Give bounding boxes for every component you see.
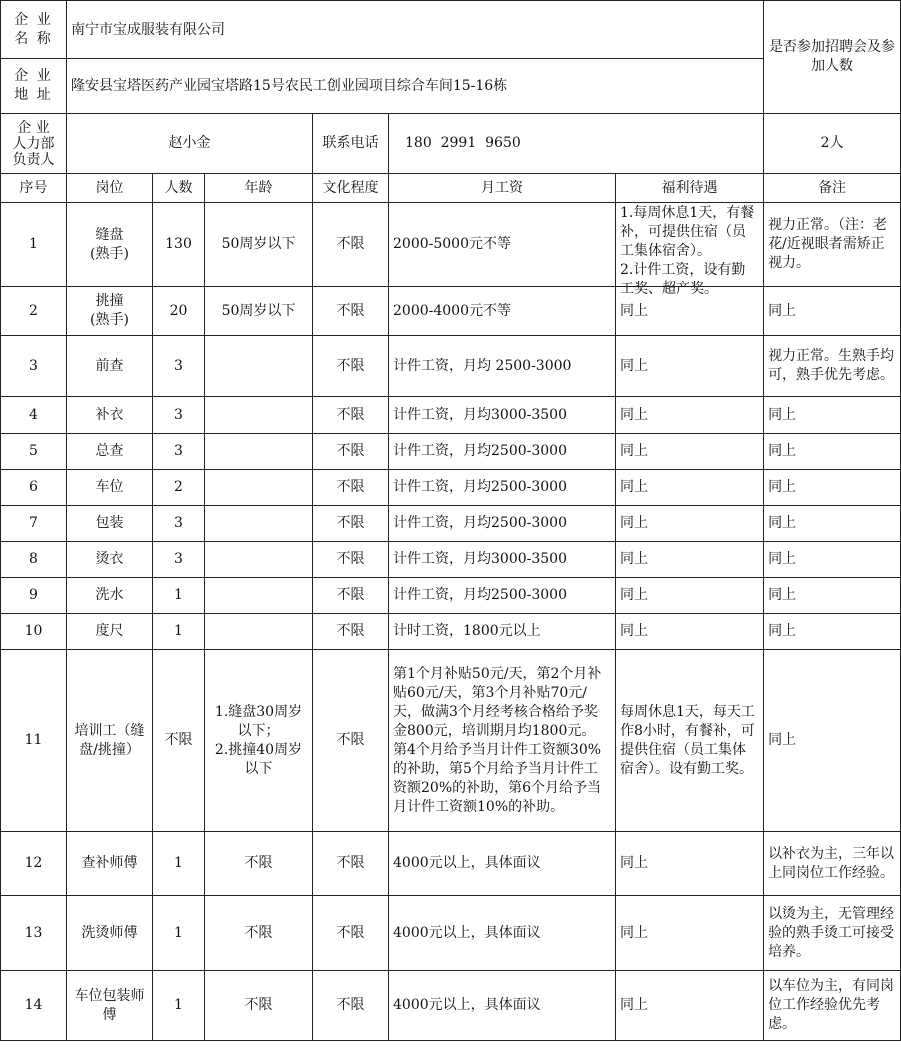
table-row xyxy=(1,542,901,578)
cell-position: 洗烫师傅 xyxy=(67,896,153,971)
column-header: 岗位 xyxy=(67,174,153,203)
cell-salary: 计件工资，月均2500-3000 xyxy=(389,434,616,470)
column-header: 月工资 xyxy=(389,174,616,203)
cell-education: 不限 xyxy=(313,203,389,287)
cell-position: 车位 xyxy=(67,470,153,506)
cell-position: 车位包装师傅 xyxy=(67,971,153,1041)
cell-serial: 8 xyxy=(1,542,67,578)
cell-serial: 1 xyxy=(1,203,67,287)
table-row xyxy=(1,832,901,896)
cell-education: 不限 xyxy=(313,287,389,336)
cell-salary: 计件工资，月均3000-3500 xyxy=(389,397,616,434)
cell-serial: 7 xyxy=(1,506,67,542)
cell-benefits: 同上 xyxy=(616,397,764,434)
cell-remarks: 同上 xyxy=(764,506,901,542)
cell-age xyxy=(205,397,313,434)
cell-position: 总查 xyxy=(67,434,153,470)
cell-serial: 11 xyxy=(1,650,67,832)
company-name-row xyxy=(1,1,901,59)
table-row xyxy=(1,614,901,650)
column-header-row xyxy=(1,174,901,203)
cell-headcount: 3 xyxy=(153,336,205,397)
cell-headcount: 3 xyxy=(153,397,205,434)
cell-remarks: 同上 xyxy=(764,470,901,506)
job-fair-label: 是否参加招聘会及参加人数 xyxy=(764,1,901,114)
cell-education: 不限 xyxy=(313,832,389,896)
cell-headcount: 不限 xyxy=(153,650,205,832)
cell-remarks: 同上 xyxy=(764,614,901,650)
job-fair-count: 2人 xyxy=(764,114,901,174)
cell-salary: 计时工资，1800元以上 xyxy=(389,614,616,650)
cell-age xyxy=(205,336,313,397)
cell-serial: 2 xyxy=(1,287,67,336)
cell-serial: 10 xyxy=(1,614,67,650)
cell-serial: 14 xyxy=(1,971,67,1041)
cell-serial: 3 xyxy=(1,336,67,397)
cell-education: 不限 xyxy=(313,336,389,397)
cell-remarks: 同上 xyxy=(764,434,901,470)
company-name-label: 企 业 名 称 xyxy=(1,1,67,59)
table-row xyxy=(1,578,901,614)
cell-salary: 计件工资，月均2500-3000 xyxy=(389,506,616,542)
cell-headcount: 3 xyxy=(153,434,205,470)
cell-salary: 计件工资，月均3000-3500 xyxy=(389,542,616,578)
cell-benefits: 同上 xyxy=(616,832,764,896)
company-address-label: 企 业 地 址 xyxy=(1,59,67,114)
cell-headcount: 1 xyxy=(153,614,205,650)
cell-education: 不限 xyxy=(313,434,389,470)
cell-headcount: 3 xyxy=(153,542,205,578)
cell-benefits: 同上 xyxy=(616,434,764,470)
cell-salary: 4000元以上，具体面议 xyxy=(389,971,616,1041)
cell-age: 50周岁以下 xyxy=(205,287,313,336)
hr-contact-row xyxy=(1,114,901,174)
cell-benefits: 1.每周休息1天，有餐补，可提供住宿（员工集体宿舍）。 2.计件工资，设有勤工奖、超产奖。 xyxy=(616,203,764,287)
cell-salary: 4000元以上，具体面议 xyxy=(389,832,616,896)
cell-education: 不限 xyxy=(313,542,389,578)
column-header: 文化程度 xyxy=(313,174,389,203)
cell-benefits: 同上 xyxy=(616,614,764,650)
table-row xyxy=(1,470,901,506)
cell-age xyxy=(205,614,313,650)
cell-age xyxy=(205,434,313,470)
cell-headcount: 1 xyxy=(153,832,205,896)
hr-label: 企 业 人力部 负责人 xyxy=(1,114,67,174)
table-row xyxy=(1,287,901,336)
cell-age: 50周岁以下 xyxy=(205,203,313,287)
company-name-value: 南宁市宝成服装有限公司 xyxy=(67,1,764,59)
cell-position: 挑撞 (熟手) xyxy=(67,287,153,336)
cell-serial: 12 xyxy=(1,832,67,896)
cell-education: 不限 xyxy=(313,971,389,1041)
cell-remarks: 以烫为主，无管理经验的熟手烫工可接受培养。 xyxy=(764,896,901,971)
cell-serial: 9 xyxy=(1,578,67,614)
cell-headcount: 1 xyxy=(153,896,205,971)
cell-age xyxy=(205,470,313,506)
cell-age xyxy=(205,506,313,542)
hr-name: 赵小金 xyxy=(67,114,313,174)
cell-benefits: 同上 xyxy=(616,896,764,971)
cell-serial: 4 xyxy=(1,397,67,434)
phone-number: 180 2991 9650 xyxy=(389,114,764,174)
cell-benefits: 同上 xyxy=(616,542,764,578)
cell-age: 不限 xyxy=(205,971,313,1041)
cell-position: 缝盘 (熟手) xyxy=(67,203,153,287)
cell-headcount: 3 xyxy=(153,506,205,542)
table-row xyxy=(1,203,901,287)
company-address-value: 隆安县宝塔医药产业园宝塔路15号农民工创业园项目综合车间15-16栋 xyxy=(67,59,764,114)
cell-education: 不限 xyxy=(313,896,389,971)
table-row xyxy=(1,971,901,1041)
column-header: 福利待遇 xyxy=(616,174,764,203)
cell-benefits: 同上 xyxy=(616,971,764,1041)
cell-headcount: 1 xyxy=(153,971,205,1041)
table-row xyxy=(1,506,901,542)
cell-education: 不限 xyxy=(313,506,389,542)
cell-position: 培训工（缝盘/挑撞） xyxy=(67,650,153,832)
cell-remarks: 同上 xyxy=(764,578,901,614)
cell-education: 不限 xyxy=(313,650,389,832)
cell-position: 查补师傅 xyxy=(67,832,153,896)
cell-age xyxy=(205,542,313,578)
cell-remarks: 视力正常。生熟手均可，熟手优先考虑。 xyxy=(764,336,901,397)
cell-education: 不限 xyxy=(313,578,389,614)
cell-position: 前查 xyxy=(67,336,153,397)
column-header: 序号 xyxy=(1,174,67,203)
cell-remarks: 视力正常。（注：老花/近视眼者需矫正视力。 xyxy=(764,203,901,287)
cell-salary: 第1个月补贴50元/天，第2个月补贴60元/天，第3个月补贴70元/天，做满3个月经考核合格给予奖金800元，培训期月均1800元。 第4个月给予当月计件工资额30%的补助，第5个月给予当月计件工资额20%的补助，第6个月给予当月计件工资额10%的补助。 xyxy=(389,650,616,832)
table-row xyxy=(1,336,901,397)
cell-position: 度尺 xyxy=(67,614,153,650)
cell-salary: 4000元以上，具体面议 xyxy=(389,896,616,971)
cell-position: 洗水 xyxy=(67,578,153,614)
phone-label: 联系电话 xyxy=(313,114,389,174)
cell-education: 不限 xyxy=(313,397,389,434)
cell-position: 包装 xyxy=(67,506,153,542)
cell-remarks: 以车位为主，有同岗位工作经验优先考虑。 xyxy=(764,971,901,1041)
cell-age xyxy=(205,578,313,614)
cell-headcount: 2 xyxy=(153,470,205,506)
cell-benefits: 同上 xyxy=(616,470,764,506)
cell-serial: 6 xyxy=(1,470,67,506)
cell-education: 不限 xyxy=(313,470,389,506)
cell-benefits: 同上 xyxy=(616,336,764,397)
cell-benefits: 同上 xyxy=(616,506,764,542)
cell-remarks: 以补衣为主，三年以上同岗位工作经验。 xyxy=(764,832,901,896)
cell-position: 补衣 xyxy=(67,397,153,434)
cell-benefits: 同上 xyxy=(616,578,764,614)
cell-serial: 5 xyxy=(1,434,67,470)
cell-remarks: 同上 xyxy=(764,650,901,832)
cell-salary: 2000-4000元不等 xyxy=(389,287,616,336)
cell-salary: 计件工资，月均 2500-3000 xyxy=(389,336,616,397)
cell-headcount: 130 xyxy=(153,203,205,287)
table-row xyxy=(1,434,901,470)
cell-position: 烫衣 xyxy=(67,542,153,578)
cell-age: 不限 xyxy=(205,896,313,971)
cell-salary: 计件工资，月均2500-3000 xyxy=(389,578,616,614)
cell-benefits: 每周休息1天，每天工作8小时，有餐补，可提供住宿（员工集体宿舍）。设有勤工奖。 xyxy=(616,650,764,832)
cell-benefits: 同上 xyxy=(616,287,764,336)
column-header: 人数 xyxy=(153,174,205,203)
column-header: 年龄 xyxy=(205,174,313,203)
table-row xyxy=(1,896,901,971)
cell-headcount: 20 xyxy=(153,287,205,336)
cell-remarks: 同上 xyxy=(764,542,901,578)
cell-remarks: 同上 xyxy=(764,397,901,434)
cell-salary: 2000-5000元不等 xyxy=(389,203,616,287)
column-header: 备注 xyxy=(764,174,901,203)
cell-headcount: 1 xyxy=(153,578,205,614)
table-row xyxy=(1,397,901,434)
cell-serial: 13 xyxy=(1,896,67,971)
cell-salary: 计件工资，月均2500-3000 xyxy=(389,470,616,506)
table-row xyxy=(1,650,901,832)
cell-remarks: 同上 xyxy=(764,287,901,336)
cell-age: 不限 xyxy=(205,832,313,896)
cell-age: 1.缝盘30周岁以下； 2.挑撞40周岁以下 xyxy=(205,650,313,832)
cell-education: 不限 xyxy=(313,614,389,650)
